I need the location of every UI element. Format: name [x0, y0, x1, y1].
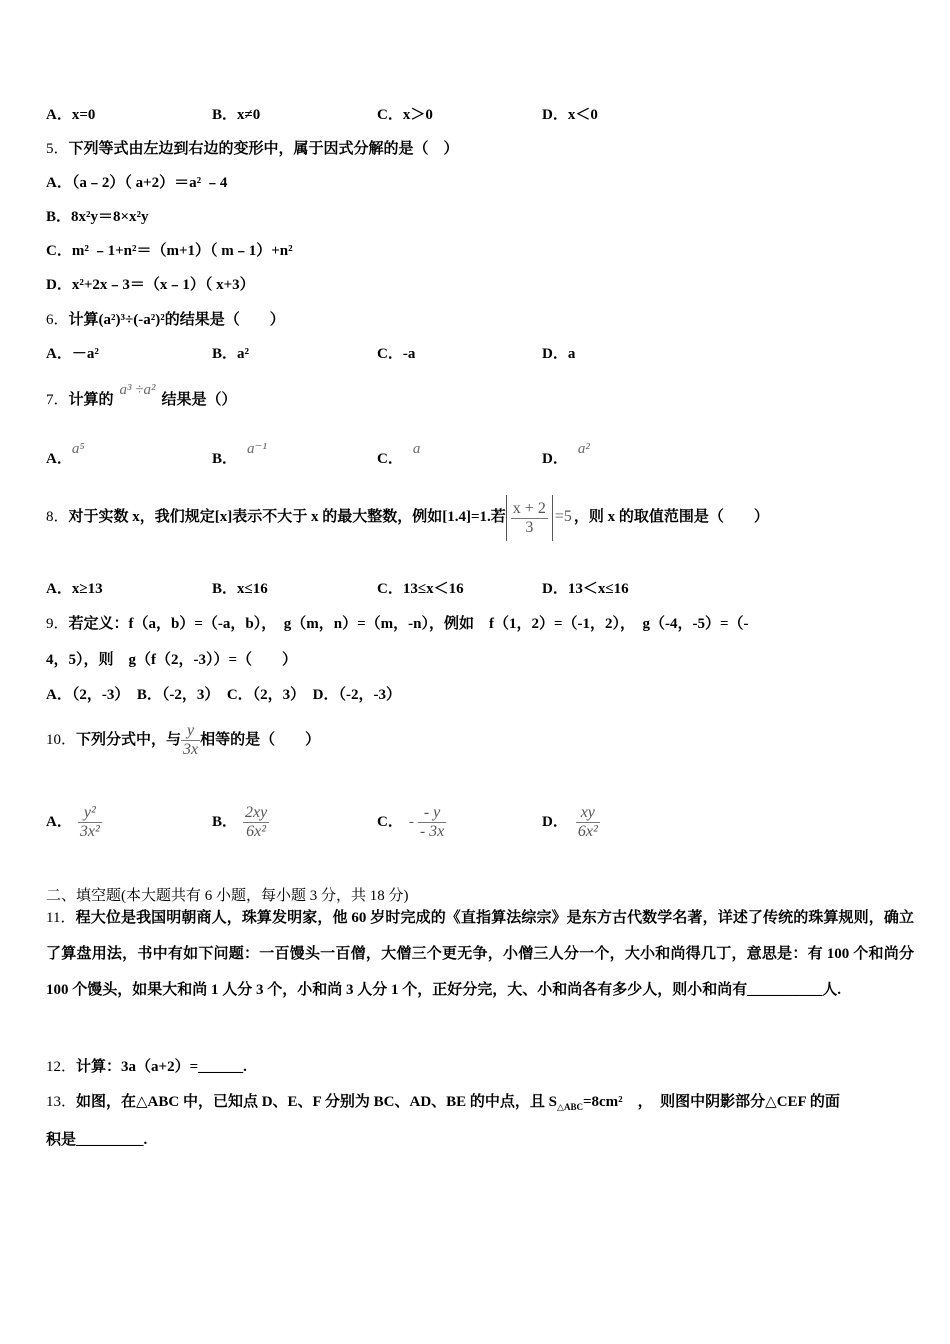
- q10-option-c-sign: -: [408, 814, 414, 830]
- q10-option-c-label: C．: [377, 814, 403, 830]
- q12-number: 12．: [46, 1059, 77, 1075]
- q7-option-d: [542, 441, 590, 468]
- q8-option-b: B．x≤16: [212, 581, 268, 597]
- q10-option-d-label: D．: [542, 814, 568, 830]
- q6-option-b: B．a²: [212, 346, 250, 362]
- q6-stem-pre: 计算: [68, 312, 99, 328]
- q8-option-d: D．13＜x≤16: [542, 581, 629, 597]
- q7-stem-post: 结果是（）: [161, 392, 237, 408]
- q13-line-2: 积是_________.: [46, 1132, 148, 1148]
- q6-number: 6．: [46, 312, 69, 328]
- q10-stem: [46, 718, 320, 762]
- q6-option-c: C．-a: [377, 346, 416, 362]
- q7-option-d-label: D．: [542, 451, 568, 467]
- q10-option-b-label: B．: [212, 814, 238, 830]
- q7-option-a-expr: a⁵: [71, 441, 85, 457]
- q11-paragraph: [46, 900, 914, 1008]
- q10-option-d-fraction: [576, 804, 600, 841]
- q7-option-a: [46, 441, 85, 468]
- q5-stem: [46, 137, 459, 158]
- q13-text-pre: 如图，在△ABC 中，已知点 D、E、F 分别为 BC、AD、BE 的中点，且 S: [76, 1094, 558, 1110]
- q8-option-c: C．13≤x＜16: [377, 581, 464, 597]
- q10-fraction: [181, 722, 200, 759]
- q9-options: A．（2，-3） B．（-2，3） C．（2，3） D．（-2，-3）: [46, 687, 401, 703]
- q5-option-a: A．（a﹣2）（ a+2）＝a² ﹣4: [46, 175, 228, 191]
- q10-option-b-fraction: [243, 804, 269, 841]
- q10-option-c-numerator: - y: [423, 804, 441, 822]
- q4-option-d: D．x＜0: [542, 107, 598, 123]
- q10-option-a-label: A．: [46, 814, 72, 830]
- q10-fraction-denominator: 3x: [183, 741, 199, 759]
- q7-option-a-label: A．: [46, 451, 72, 467]
- q8-option-a: A．x≥13: [46, 581, 103, 597]
- q4-option-b: B．x≠0: [212, 107, 261, 123]
- q4-option-a: A．x=0: [46, 107, 96, 123]
- q9-line-1: [46, 612, 749, 633]
- q8-fraction-denominator: 3: [511, 518, 548, 537]
- q10-stem-post: 相等的是（ ）: [200, 732, 321, 748]
- q6-stem-post: 的结果是（ ）: [164, 312, 285, 328]
- q10-option-b: [212, 800, 269, 844]
- q6-option-d: D．a: [542, 346, 576, 362]
- q13-number: 13．: [46, 1094, 77, 1110]
- q7-option-c: [377, 441, 421, 468]
- q7-option-b-label: B．: [212, 451, 238, 467]
- q7-number: 7．: [46, 392, 69, 408]
- q8-stem-pre: 对于实数 x，我们规定[x]表示不大于 x 的最大整数，例如[1.4]=1.若: [68, 509, 506, 525]
- q10-option-d-numerator: xy: [580, 804, 595, 822]
- q9-line-1-text: 若定义：f（a，b）=（-a，b）， g（m，n）=（m，-n），例如 f（1，2）=（-1，2）， g（-4，-5）=（-: [68, 616, 749, 632]
- q9-line-2: 4，5），则 g（f（2，-3））=（ ）: [46, 652, 298, 668]
- q8-fraction-numerator: x + 2: [512, 499, 546, 517]
- q10-option-d: [542, 800, 600, 844]
- q6-expression: (a²)³÷(-a²)²: [98, 312, 165, 328]
- q7-option-c-expr: a: [412, 441, 421, 457]
- q11-text: 程大位是我国明朝商人，珠算发明家，他 60 岁时完成的《直指算法综宗》是东方古代数学名著，详述了传统的珠算规则，确立了算盘用法，书中有如下问题：一百馒头一百僧，大僧三个更无争，小僧三人分一个，大小和尚得几丁，意思是：有 100 个和尚分 100 个馒头，如果大和尚 1 人分 3 个，小和尚 3 人分 1 个，正好分完，大、小和尚各有多少人，则小和尚有__________人.: [46, 910, 914, 998]
- q13-text-mid: =8cm² ， 则图中阴影部分△CEF 的面: [582, 1094, 840, 1110]
- q12: [46, 1055, 247, 1076]
- q7-stem-pre: 计算的: [68, 392, 114, 408]
- q10-option-c: [377, 800, 446, 844]
- q11-number: 11．: [46, 910, 76, 926]
- q10-fraction-numerator: y: [187, 722, 195, 740]
- q7-expression: a³ ÷a²: [119, 382, 156, 398]
- q10-option-a: [46, 800, 102, 844]
- section-2-title: 二、填空题(本大题共有 6 小题，每小题 3 分，共 18 分): [46, 888, 409, 904]
- q8-fraction: [511, 500, 548, 537]
- q7-option-b: [212, 441, 267, 468]
- q12-text: 计算：3a（a+2）=______.: [76, 1059, 247, 1075]
- q5-option-b: B．8x²y＝8×x²y: [46, 209, 149, 225]
- q13-line-1: [46, 1090, 840, 1111]
- q10-number: 10．: [46, 732, 77, 748]
- q7-option-b-expr: a⁻¹: [247, 441, 267, 457]
- q10-option-d-denominator: 6x²: [577, 823, 598, 841]
- q7-option-d-expr: a²: [577, 441, 590, 457]
- q7-option-c-label: C．: [377, 451, 403, 467]
- q5-option-d: D．x²+2x﹣3＝（x﹣1）（ x+3）: [46, 277, 255, 293]
- q10-option-a-denominator: 3x²: [79, 823, 100, 841]
- q10-option-b-denominator: 6x²: [243, 822, 269, 841]
- q10-option-a-fraction: [78, 804, 102, 841]
- q10-option-b-numerator: 2xy: [245, 804, 268, 822]
- q9-number: 9．: [46, 616, 69, 632]
- q8-stem: [46, 494, 769, 541]
- q5-number: 5．: [46, 141, 69, 157]
- q8-number: 8．: [46, 509, 69, 525]
- q5-stem-text: 下列等式由左边到右边的变形中，属于因式分解的是（ ）: [68, 141, 459, 157]
- q13-subscript: △ABC: [557, 1102, 583, 1112]
- q6-option-a: A．－a²: [46, 346, 99, 362]
- q10-option-a-numerator: y²: [83, 804, 96, 822]
- q10-stem-pre: 下列分式中，与: [76, 732, 182, 748]
- q8-stem-post: ，则 x 的取值范围是（ ）: [573, 509, 769, 525]
- q6-stem: [46, 308, 285, 329]
- q10-option-c-fraction: [418, 804, 446, 841]
- q4-option-c: C．x＞0: [377, 107, 433, 123]
- q7-stem: [46, 382, 237, 409]
- q8-equals: =5: [554, 508, 572, 525]
- q8-floor-bracket: [506, 495, 553, 541]
- q5-option-c: C．m² ﹣1+n²＝（m+1）（ m﹣1）+n²: [46, 243, 293, 259]
- q10-option-c-denominator: - 3x: [419, 823, 445, 841]
